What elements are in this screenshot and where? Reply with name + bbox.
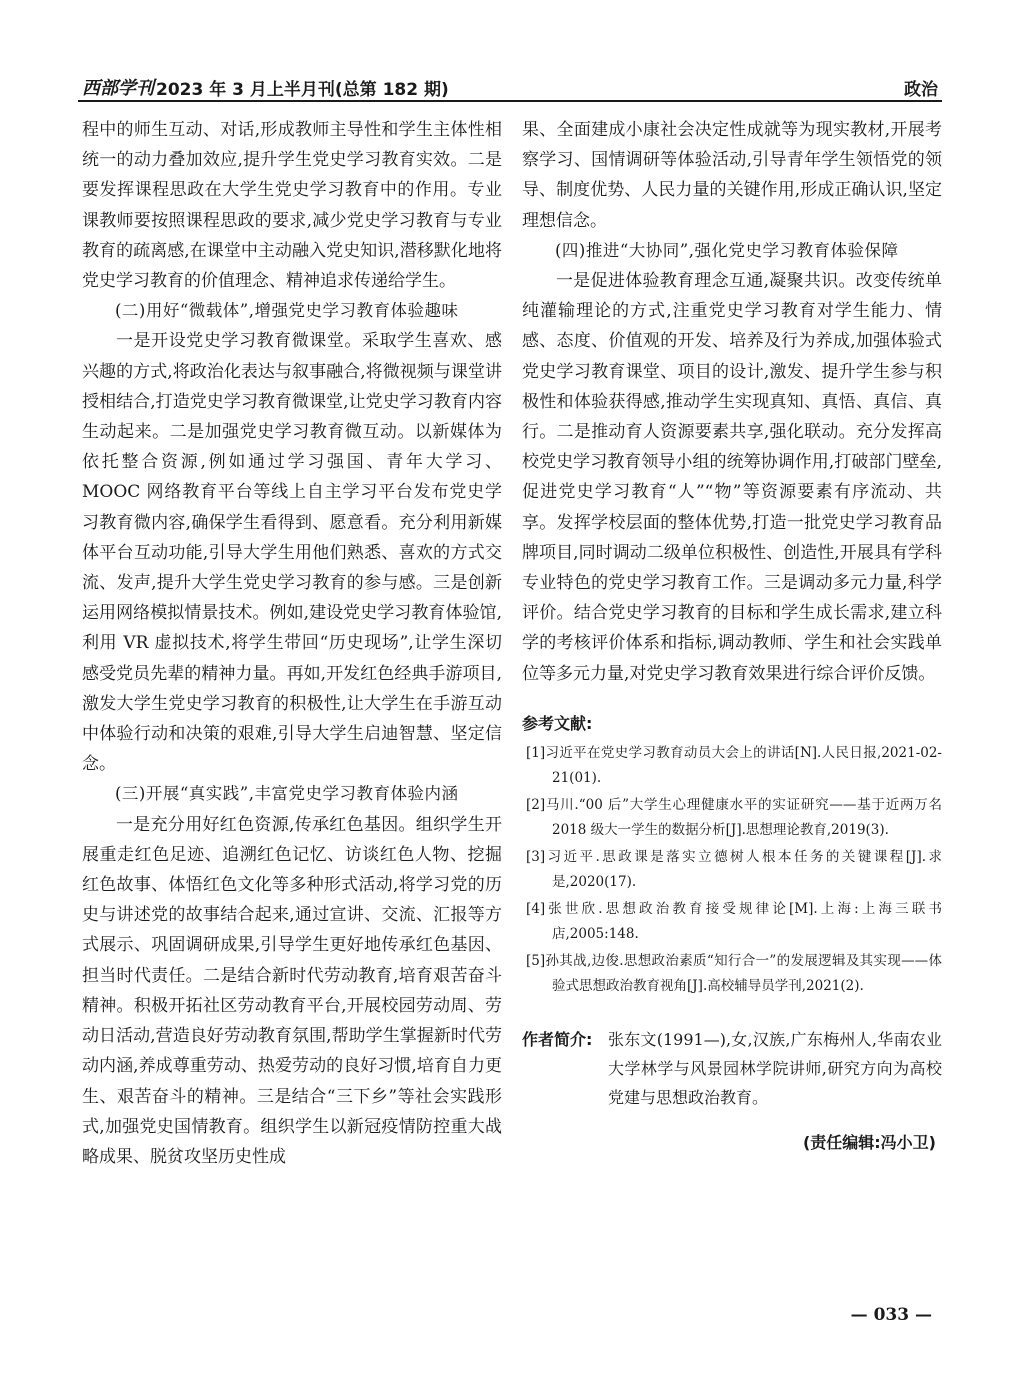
paragraph: 程中的师生互动、对话,形成教师主导性和学生主体性相统一的动力叠加效应,提升学生党史学习教育实效。二是要发挥课程思政在大学生党史学习教育中的作用。专业课教师要按照课程思政的要求,减少党史学习教育与专业教育的疏离感,在课堂中主动融入党史知识,潜移默化地将党史学习教育的价值理念、精神追求传递给学生。 <box>82 120 502 292</box>
paragraph: 果、全面建成小康社会决定性成就等为现实教材,开展考察学习、国情调研等体验活动,引导青年学生领悟党的领导、制度优势、人民力量的关键作用,形成正确认识,坚定理想信念。 <box>522 120 942 231</box>
references-title: 参考文献: <box>522 713 593 733</box>
author-bio <box>522 1025 942 1112</box>
issue-info: 2023 年 3 月上半月刊(总第 182 期) <box>156 80 449 100</box>
left-column <box>82 115 502 1172</box>
reference-item: [5]孙其战,边俊.思想政治素质“知行合一”的发展逻辑及其实现——体验式思想政治教育视角[J].高校辅导员学刊,2021(2). <box>526 952 942 994</box>
section-heading: (三)开展“真实践”,丰富党史学习教育体验内涵 <box>115 784 459 804</box>
author-bio-label: 作者简介: <box>522 1029 593 1049</box>
journal-logo: 西部学刊 <box>82 78 154 99</box>
author-bio-text: 张东文(1991—),女,汉族,广东梅州人,华南农业大学林学与风景园林学院讲师,研究方向为高校党建与思想政治教育。 <box>608 1029 942 1107</box>
reference-item: [1]习近平在党史学习教育动员大会上的讲话[N].人民日报,2021-02-21(01). <box>526 744 942 786</box>
responsible-editor: (责任编辑:冯小卫) <box>802 1132 936 1152</box>
page-number: — 033 — <box>850 1305 932 1325</box>
section-heading: (二)用好“微载体”,增强党史学习教育体验趣味 <box>115 301 459 321</box>
section-name: 政治 <box>904 80 938 100</box>
reference-item: [3]习近平.思政课是落实立德树人根本任务的关键课程[J].求是,2020(17). <box>526 848 942 890</box>
paragraph: 一是开设党史学习教育微课堂。采取学生喜欢、感兴趣的方式,将政治化表达与叙事融合,将微视频与课堂讲授相结合,打造党史学习教育微课堂,让党史学习教育内容生动起来。二是加强党史学习教育微互动。以新媒体为依托整合资源,例如通过学习强国、青年大学习、MOOC 网络教育平台等线上自主学习平台发布党史学习教育微内容,确保学生看得到、愿意看。充分利用新媒体平台互动功能,引导大学生用他们熟悉、喜欢的方式交流、发声,提升大学生党史学习教育的参与感。三是创新运用网络模拟情景技术。例如,建设党史学习教育体验馆,利用 VR 虚拟技术,将学生带回“历史现场”,让学生深切感受党员先辈的精神力量。再如,开发红色经典手游项目,激发大学生党史学习教育的积极性,让大学生在手游互动中体验行动和决策的艰难,引导大学生启迪智慧、坚定信念。 <box>82 331 502 775</box>
right-column <box>522 115 942 1158</box>
paragraph: 一是充分用好红色资源,传承红色基因。组织学生开展重走红色足迹、追溯红色记忆、访谈红色人物、挖掘红色故事、体悟红色文化等多种形式活动,将学习党的历史与讲述党的故事结合起来,通过宣讲、交流、汇报等方式展示、巩固调研成果,引导学生更好地传承红色基因、担当时代责任。二是结合新时代劳动教育,培育艰苦奋斗精神。积极开拓社区劳动教育平台,开展校园劳动周、劳动日活动,营造良好劳动教育氛围,帮助学生掌握新时代劳动内涵,养成尊重劳动、热爱劳动的良好习惯,培育自力更生、艰苦奋斗的精神。三是结合“三下乡”等社会实践形式,加强党史国情教育。组织学生以新冠疫情防控重大战略成果、脱贫攻坚历史性成 <box>82 814 502 1167</box>
paragraph: 一是促进体验教育理念互通,凝聚共识。改变传统单纯灌输理论的方式,注重党史学习教育对学生能力、情感、态度、价值观的开发、培养及行为养成,加强体验式党史学习教育课堂、项目的设计,激发、提升学生参与积极性和体验获得感,推动学生实现真知、真悟、真信、真行。二是推动育人资源要素共享,强化联动。充分发挥高校党史学习教育领导小组的统筹协调作用,打破部门壁垒,促进党史学习教育“人”“物”等资源要素有序流动、共享。发挥学校层面的整体优势,打造一批党史学习教育品牌项目,同时调动二级单位积极性、创造性,开展具有学科专业特色的党史学习教育工作。三是调动多元力量,科学评价。结合党史学习教育的目标和学生成长需求,建立科学的考核评价体系和指标,调动教师、学生和社会实践单位等多元力量,对党史学习教育效果进行综合评价反馈。 <box>522 271 942 684</box>
references-list <box>522 741 942 999</box>
section-heading: (四)推进“大协同”,强化党史学习教育体验保障 <box>555 240 899 260</box>
reference-item: [2]马川.“00 后”大学生心理健康水平的实证研究——基于近两万名 2018 级大一学生的数据分析[J].思想理论教育,2019(3). <box>526 796 942 838</box>
reference-item: [4]张世欣.思想政治教育接受规律论[M].上海:上海三联书店,2005:148. <box>526 900 942 942</box>
page-header <box>78 72 942 102</box>
